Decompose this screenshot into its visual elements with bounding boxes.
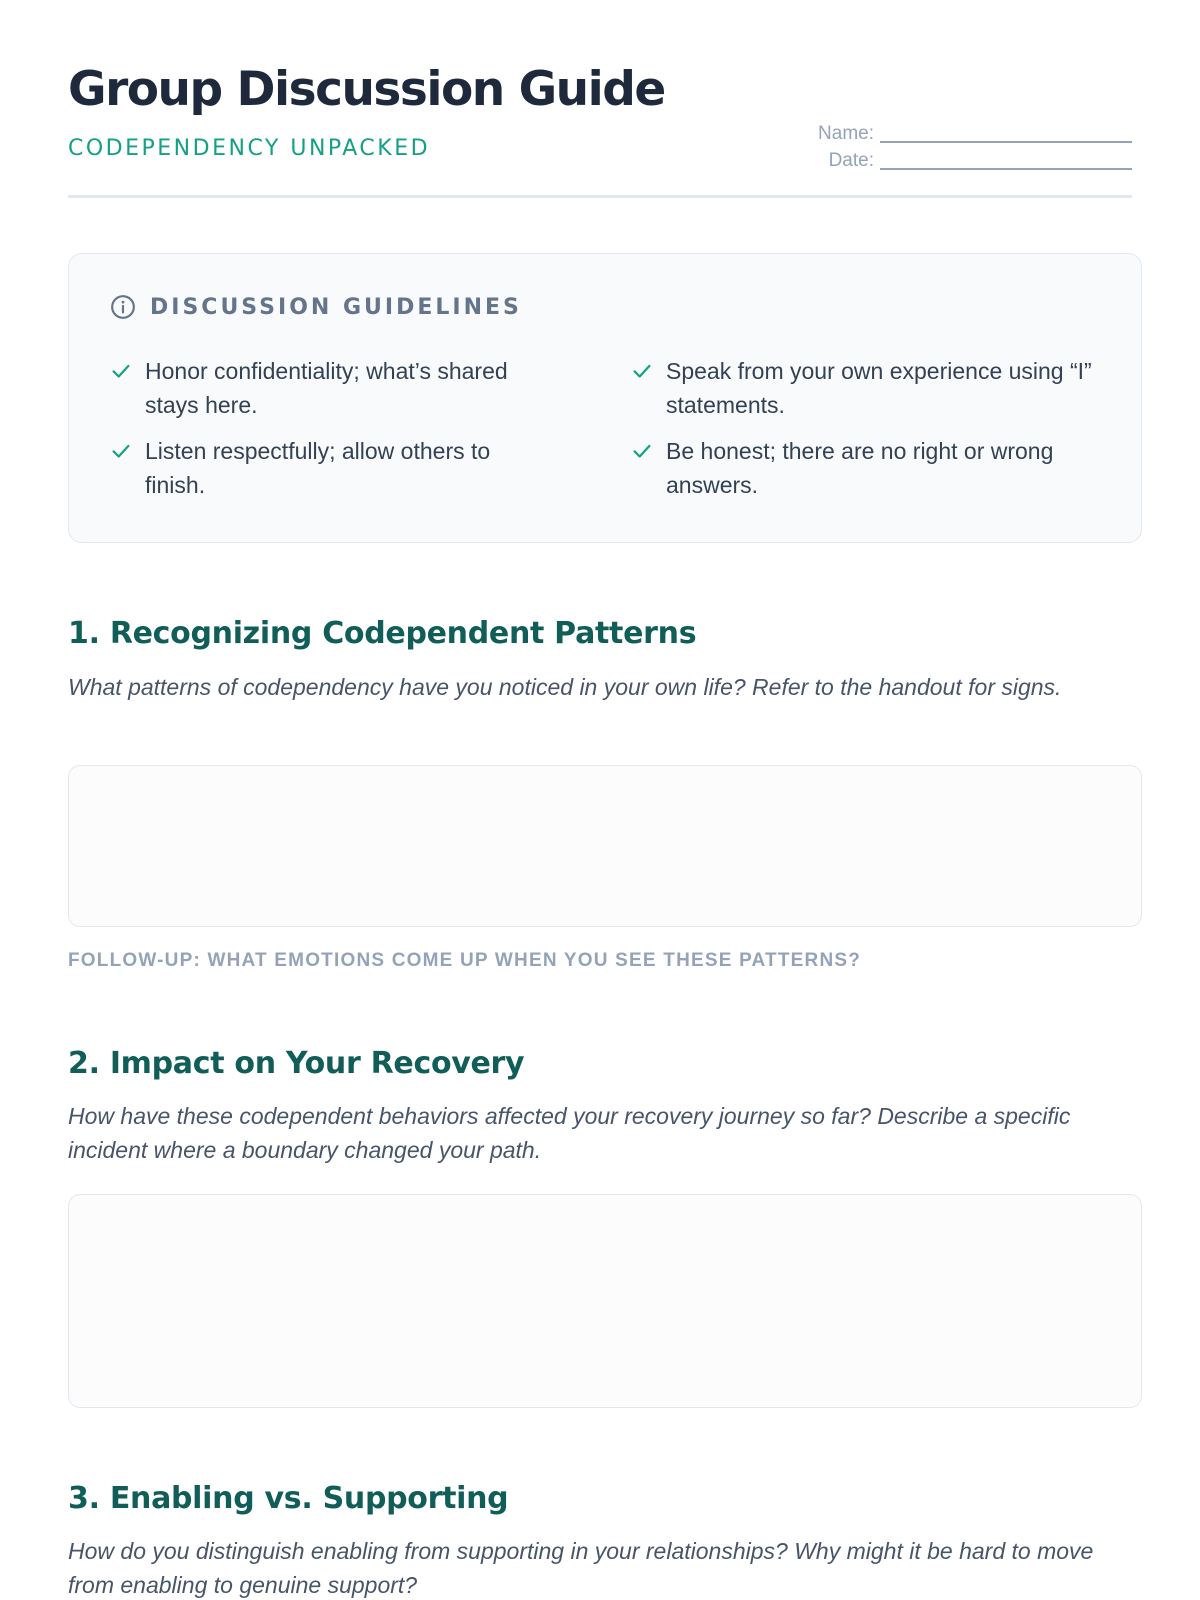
section-2-answer-box[interactable]	[68, 1194, 1142, 1408]
section-3-title: 3. Enabling vs. Supporting	[68, 1481, 509, 1516]
section-3-prompt: How do you distinguish enabling from supporting in your relationships? Why might it be hard to move from enabling to genuine support?	[68, 1538, 1094, 1598]
check-icon	[110, 360, 132, 382]
section-1-title: 1. Recognizing Codependent Patterns	[68, 616, 697, 651]
date-input-line[interactable]	[880, 153, 1132, 170]
section-2-prompt: How have these codependent behaviors affected your recovery journey so far? Describe a specific incident where a boundary changed your path.	[68, 1103, 1071, 1163]
guidelines-title: DISCUSSION GUIDELINES	[150, 294, 522, 320]
guidelines-card	[68, 253, 1142, 543]
check-icon	[631, 440, 653, 462]
name-field-row	[802, 116, 1132, 143]
guideline-item	[110, 354, 540, 422]
guideline-text: Speak from your own experience using “I” statements.	[666, 358, 1092, 418]
section-1-prompt: What patterns of codependency have you noticed in your own life? Refer to the handout for signs.	[68, 674, 1062, 700]
guideline-text: Be honest; there are no right or wrong answers.	[666, 438, 1054, 498]
name-label: Name:	[818, 123, 874, 144]
page-subtitle: CODEPENDENCY UNPACKED	[68, 136, 431, 161]
section-1-answer-box[interactable]	[68, 765, 1142, 927]
check-icon	[631, 360, 653, 382]
name-date-fields	[802, 116, 1132, 170]
date-field-row	[802, 143, 1132, 170]
date-label: Date:	[828, 150, 874, 171]
guidelines-header	[110, 294, 522, 320]
check-icon	[110, 440, 132, 462]
guideline-text: Honor confidentiality; what’s shared stays here.	[145, 358, 508, 418]
info-icon	[110, 294, 136, 320]
guideline-text: Listen respectfully; allow others to finish.	[145, 438, 491, 498]
section-2-title: 2. Impact on Your Recovery	[68, 1046, 525, 1081]
guideline-item	[631, 434, 1101, 502]
section-1-followup: FOLLOW-UP: WHAT EMOTIONS COME UP WHEN YOU SEE THESE PATTERNS?	[68, 950, 862, 971]
guideline-item	[631, 354, 1101, 422]
page-title: Group Discussion Guide	[68, 62, 665, 117]
name-input-line[interactable]	[880, 126, 1132, 143]
page-header	[68, 0, 1132, 198]
guideline-item	[110, 434, 540, 502]
